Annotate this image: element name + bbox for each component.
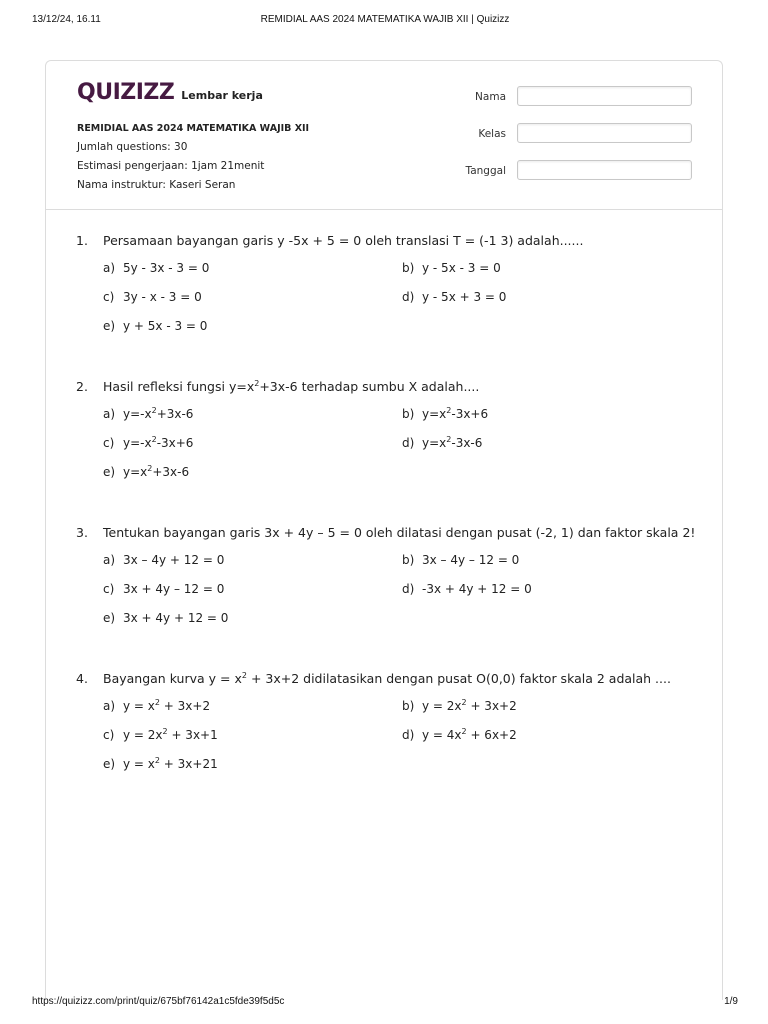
print-datetime: 13/12/24, 16.11 xyxy=(32,14,101,25)
option-letter: a) xyxy=(103,261,116,275)
print-header xyxy=(32,14,738,30)
option-b[interactable] xyxy=(402,553,519,567)
option-a[interactable] xyxy=(103,407,193,421)
option-b[interactable] xyxy=(402,261,501,275)
option-d[interactable] xyxy=(402,582,532,596)
option-letter: b) xyxy=(402,261,415,275)
option-letter: c) xyxy=(103,290,115,304)
option-text: 3x + 4y – 12 = 0 xyxy=(123,582,225,596)
question-stem xyxy=(76,671,696,686)
option-a[interactable] xyxy=(103,699,210,713)
question-4 xyxy=(76,670,696,771)
field-label-kelas: Kelas xyxy=(478,128,506,140)
option-e[interactable] xyxy=(103,757,218,771)
option-text: 3x + 4y + 12 = 0 xyxy=(123,611,229,625)
question-number: 3. xyxy=(76,525,88,540)
option-text: y + 5x - 3 = 0 xyxy=(123,319,208,333)
option-letter: e) xyxy=(103,757,116,771)
option-d[interactable] xyxy=(402,290,506,304)
question-stem xyxy=(76,233,696,248)
option-letter: c) xyxy=(103,436,115,450)
option-e[interactable] xyxy=(103,319,207,333)
kelas-field[interactable] xyxy=(517,123,692,143)
quiz-title: REMIDIAL AAS 2024 MATEMATIKA WAJIB XII xyxy=(77,123,310,134)
field-row-tanggal xyxy=(452,160,692,197)
option-text: -3x + 4y + 12 = 0 xyxy=(422,582,532,596)
question-number: 1. xyxy=(76,233,88,248)
question-stem xyxy=(76,525,696,540)
option-letter: d) xyxy=(402,728,415,742)
question-1 xyxy=(76,233,696,333)
question-3 xyxy=(76,525,696,625)
option-a[interactable] xyxy=(103,261,209,275)
option-letter: c) xyxy=(103,582,115,596)
option-letter: b) xyxy=(402,553,415,567)
option-e[interactable] xyxy=(103,465,189,479)
quiz-meta xyxy=(77,119,309,195)
field-label-tanggal: Tanggal xyxy=(465,165,506,177)
option-letter: c) xyxy=(103,728,115,742)
option-a[interactable] xyxy=(103,553,224,567)
option-b[interactable] xyxy=(402,407,488,421)
estimated-duration: Estimasi pengerjaan: 1jam 21menit xyxy=(77,160,265,172)
nama-field[interactable] xyxy=(517,86,692,106)
option-text: y - 5x + 3 = 0 xyxy=(422,290,507,304)
option-letter: a) xyxy=(103,699,116,713)
option-letter: e) xyxy=(103,319,116,333)
option-b[interactable] xyxy=(402,699,517,713)
field-label-nama: Nama xyxy=(475,91,506,103)
instructor-name: Nama instruktur: Kaseri Seran xyxy=(77,179,236,191)
field-row-nama xyxy=(452,86,692,123)
option-text: $y = x^2 + 3x+2$ xyxy=(123,698,211,713)
option-d[interactable] xyxy=(402,728,517,742)
option-letter: b) xyxy=(402,407,415,421)
print-url: https://quizizz.com/print/quiz/675bf76142a1c5fde39f5d5c xyxy=(32,996,285,1007)
option-text: $y=x^2-3x+6$ xyxy=(422,406,489,421)
option-letter: e) xyxy=(103,611,116,625)
option-c[interactable] xyxy=(103,290,202,304)
question-number: 2. xyxy=(76,379,88,394)
option-text: y - 5x - 3 = 0 xyxy=(422,261,501,275)
option-text: 5y - 3x - 3 = 0 xyxy=(123,261,210,275)
worksheet-label: Lembar kerja xyxy=(181,89,263,102)
option-text: 3y - x - 3 = 0 xyxy=(123,290,202,304)
print-page-title: REMIDIAL AAS 2024 MATEMATIKA WAJIB XII | Quizizz xyxy=(260,14,510,25)
option-letter: e) xyxy=(103,465,116,479)
option-text: $y=-x^2+3x-6$ xyxy=(123,406,194,421)
option-text: $y = 2x^2 + 3x+1$ xyxy=(123,727,218,742)
question-stem xyxy=(76,379,696,394)
option-c[interactable] xyxy=(103,436,193,450)
option-letter: d) xyxy=(402,582,415,596)
question-text: Persamaan bayangan garis y -5x + 5 = 0 oleh translasi T = (-1 3) adalah...... xyxy=(103,233,584,248)
logo-row xyxy=(77,81,263,105)
print-footer xyxy=(32,996,738,1012)
option-d[interactable] xyxy=(402,436,482,450)
questions-count: Jumlah questions: 30 xyxy=(77,141,188,153)
field-row-kelas xyxy=(452,123,692,160)
worksheet xyxy=(45,60,723,1000)
quizizz-logo: QUIZIZZ xyxy=(77,80,175,105)
page-indicator: 1/9 xyxy=(724,996,738,1007)
question-text: Hasil refleksi fungsi $y=x^2+3x-6$ terhadap sumbu X adalah.... xyxy=(103,378,480,394)
worksheet-header xyxy=(46,61,722,210)
question-number: 4. xyxy=(76,671,88,686)
option-c[interactable] xyxy=(103,582,224,596)
option-text: $y = 4x^2 + 6x+2$ xyxy=(422,727,517,742)
student-fields xyxy=(452,86,692,197)
option-letter: b) xyxy=(402,699,415,713)
option-c[interactable] xyxy=(103,728,218,742)
question-text: Bayangan kurva $y = x^2 + 3x+2$ didilatasikan dengan pusat O(0,0) faktor skala 2 adalah .... xyxy=(103,670,671,686)
option-text: 3x – 4y + 12 = 0 xyxy=(123,553,225,567)
option-text: $y=-x^2-3x+6$ xyxy=(123,435,194,450)
option-e[interactable] xyxy=(103,611,228,625)
option-text: $y = x^2 + 3x+21$ xyxy=(123,756,218,771)
tanggal-field[interactable] xyxy=(517,160,692,180)
option-text: $y=x^2-3x-6$ xyxy=(422,435,483,450)
option-text: 3x – 4y – 12 = 0 xyxy=(422,553,520,567)
question-2 xyxy=(76,378,696,479)
option-letter: a) xyxy=(103,553,116,567)
option-letter: a) xyxy=(103,407,116,421)
option-text: $y = 2x^2 + 3x+2$ xyxy=(422,698,517,713)
question-text: Tentukan bayangan garis 3x + 4y – 5 = 0 oleh dilatasi dengan pusat (-2, 1) dan faktor skala 2! xyxy=(103,525,696,540)
option-letter: d) xyxy=(402,436,415,450)
option-text: $y=x^2+3x-6$ xyxy=(123,464,190,479)
option-letter: d) xyxy=(402,290,415,304)
